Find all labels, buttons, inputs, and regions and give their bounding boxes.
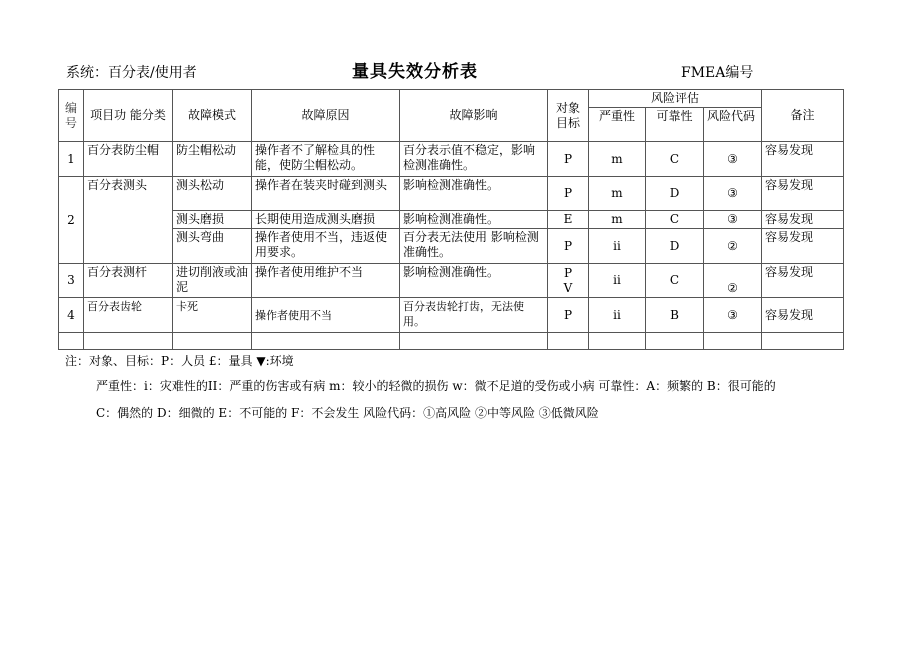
cell-remark: 容易发现: [762, 211, 844, 229]
cell-mode: 防尘帽松动: [173, 142, 252, 177]
cell-severity: m: [589, 211, 646, 229]
cell-severity: m: [589, 177, 646, 211]
cell-effect: 影响检测准确性。: [400, 177, 548, 211]
cell-severity: ii: [589, 264, 646, 298]
cell-severity: ii: [589, 229, 646, 264]
col-header-no: 编号: [59, 90, 84, 142]
cell-reliability: C: [646, 142, 704, 177]
cell-reliability: C: [646, 211, 704, 229]
table-row: [59, 177, 844, 211]
cell-item: 百分表齿轮: [84, 298, 173, 333]
cell-target: P: [548, 177, 589, 211]
cell-cause: 长期使用造成测头磨损: [252, 211, 400, 229]
cell-remark: 容易发现: [762, 177, 844, 211]
col-header-risk-code: 风险代码: [704, 108, 762, 142]
cell-risk-code: ③: [704, 211, 762, 229]
cell-effect: 百分表无法使用 影响检测准确性。: [400, 229, 548, 264]
col-header-risk-group: 风险评估: [589, 90, 762, 108]
cell-severity: m: [589, 142, 646, 177]
cell-target: P: [548, 298, 589, 333]
cell-remark: 容易发现: [762, 142, 844, 177]
cell-cause: 操作者使用不当: [252, 298, 400, 333]
cell-risk-code: ③: [704, 142, 762, 177]
cell-cause: 操作者使用维护不当: [252, 264, 400, 298]
table-row-empty: [59, 333, 844, 350]
cell-effect: 影响检测准确性。: [400, 264, 548, 298]
cell-no: 3: [59, 264, 84, 298]
col-header-effect: 故障影响: [400, 90, 548, 142]
cell-item: 百分表防尘帽: [84, 142, 173, 177]
cell-target: P V: [548, 264, 589, 298]
document-title: 量具失效分析表: [352, 62, 478, 82]
cell-reliability: C: [646, 264, 704, 298]
cell-risk-code: ③: [704, 298, 762, 333]
cell-no: 2: [59, 177, 84, 264]
cell-mode: 测头磨损: [173, 211, 252, 229]
legend-note-targets: 注：对象、目标：P：人员 £：量具 ▼:环境: [65, 354, 294, 368]
cell-no: 1: [59, 142, 84, 177]
col-header-item: 项目功 能分类: [84, 90, 173, 142]
system-label: 系统：百分表/使用者: [66, 65, 197, 81]
cell-cause: 操作者使用不当，违返使用要求。: [252, 229, 400, 264]
cell-mode: 进切削液或油泥: [173, 264, 252, 298]
table-row: [59, 298, 844, 333]
table-row: [59, 264, 844, 298]
cell-remark: 容易发现: [762, 298, 844, 333]
col-header-reliability: 可靠性: [646, 108, 704, 142]
cell-item: 百分表测杆: [84, 264, 173, 298]
fmea-number-label: FMEA编号: [681, 65, 754, 81]
cell-mode: 测头弯曲: [173, 229, 252, 264]
cell-risk-code: ②: [704, 229, 762, 264]
table-row: [59, 211, 844, 229]
cell-reliability: B: [646, 298, 704, 333]
cell-effect: 影响检测准确性。: [400, 211, 548, 229]
cell-item: 百分表测头: [84, 177, 173, 264]
cell-risk-code: ③: [704, 177, 762, 211]
col-header-cause: 故障原因: [252, 90, 400, 142]
cell-effect: 百分表齿轮打齿，无法使用。: [400, 298, 548, 333]
cell-mode: 测头松动: [173, 177, 252, 211]
document-header: [0, 0, 920, 90]
cell-risk-code: ②: [704, 264, 762, 298]
cell-effect: 百分表示值不稳定，影响检测准确性。: [400, 142, 548, 177]
cell-target: E: [548, 211, 589, 229]
col-header-target: 对象目标: [548, 90, 589, 142]
cell-target: P: [548, 229, 589, 264]
cell-target: P: [548, 142, 589, 177]
cell-cause: 操作者不了解检具的性能，使防尘帽松动。: [252, 142, 400, 177]
table-row: [59, 229, 844, 264]
fmea-table: [58, 89, 844, 350]
table-row: [59, 142, 844, 177]
cell-remark: 容易发现: [762, 264, 844, 298]
cell-mode: 卡死: [173, 298, 252, 333]
cell-no: 4: [59, 298, 84, 333]
legend-note-severity: 严重性：i：灾难性的II：严重的伤害或有病 m：较小的轻微的损伤 w：微不足道的受伤或小病 可靠性：A：频繁的 B：很可能的: [96, 379, 776, 393]
cell-reliability: D: [646, 229, 704, 264]
cell-remark: 容易发现: [762, 229, 844, 264]
legend-note-risk-codes: C：偶然的 D：细微的 E：不可能的 F：不会发生 风险代码：①高风险 ②中等风险 ③低微风险: [96, 406, 599, 420]
cell-reliability: D: [646, 177, 704, 211]
cell-cause: 操作者在装夹时碰到测头: [252, 177, 400, 211]
cell-severity: ii: [589, 298, 646, 333]
table-header-row: [59, 90, 844, 108]
col-header-remark: 备注: [762, 90, 844, 142]
col-header-mode: 故障模式: [173, 90, 252, 142]
col-header-severity: 严重性: [589, 108, 646, 142]
